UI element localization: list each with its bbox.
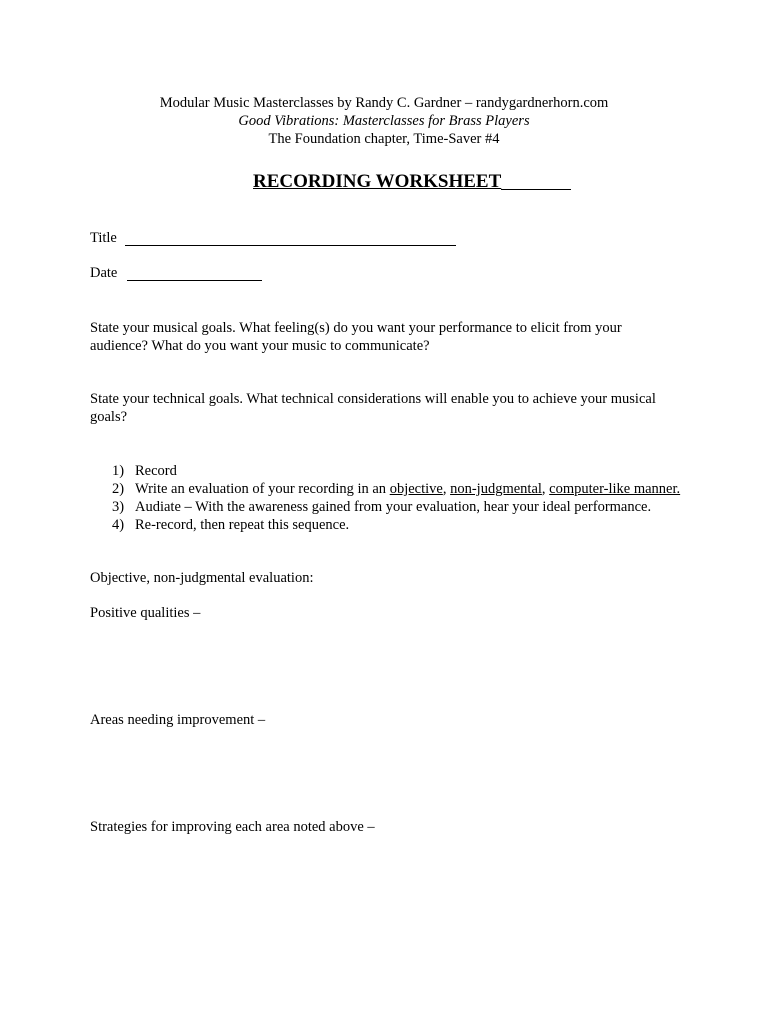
term-separator: , (541, 481, 550, 497)
musical-goals-prompt: State your musical goals. What feeling(s) do you want your performance to elicit from your audience? What do you want your music to communicate? (90, 320, 622, 354)
list-item (112, 498, 692, 516)
underlined-term-non-judgmental: non-judgmental (450, 481, 542, 497)
title-field-label: Title (90, 230, 117, 246)
step-text: Record (135, 463, 177, 479)
evaluation-heading: Objective, non-judgmental evaluation: (90, 570, 314, 586)
areas-improvement-label: Areas needing improvement – (90, 712, 266, 728)
date-field (90, 265, 262, 282)
technical-goals-prompt: State your technical goals. What technical considerations will enable you to achieve your musical goals? (90, 391, 656, 425)
positive-qualities-label: Positive qualities – (90, 605, 201, 621)
underlined-term-objective: objective (389, 481, 443, 497)
list-item (112, 480, 692, 498)
title-field (90, 230, 456, 247)
underlined-term-computer-like: computer-like manner. (549, 481, 681, 497)
list-item (112, 462, 692, 480)
step-number: 3) (112, 499, 125, 515)
step-number: 4) (112, 517, 125, 533)
step-text: Audiate – With the awareness gained from your evaluation, hear your ideal performance. (135, 499, 652, 515)
step-text (135, 480, 692, 498)
title-fill-line[interactable] (125, 244, 456, 246)
date-field-label: Date (90, 265, 118, 281)
document-header (0, 94, 768, 148)
header-chapter-line: The Foundation chapter, Time-Saver #4 (268, 131, 500, 147)
steps-list (112, 462, 692, 534)
step-text: Re-record, then repeat this sequence. (135, 517, 350, 533)
header-series-line: Modular Music Masterclasses by Randy C. Gardner – randygardnerhorn.com (159, 95, 609, 111)
worksheet-title (253, 171, 571, 193)
term-separator: , (442, 481, 451, 497)
worksheet-title-text: RECORDING WORKSHEET (253, 171, 502, 192)
step-text-pre: Write an evaluation of your recording in an (135, 481, 390, 497)
list-item (112, 516, 692, 534)
step-number: 2) (112, 481, 125, 497)
title-underline-trail (501, 189, 571, 190)
strategies-label: Strategies for improving each area noted above – (90, 819, 375, 835)
step-number: 1) (112, 463, 125, 479)
header-book-title: Good Vibrations: Masterclasses for Brass Players (238, 113, 530, 129)
date-fill-line[interactable] (127, 279, 262, 281)
